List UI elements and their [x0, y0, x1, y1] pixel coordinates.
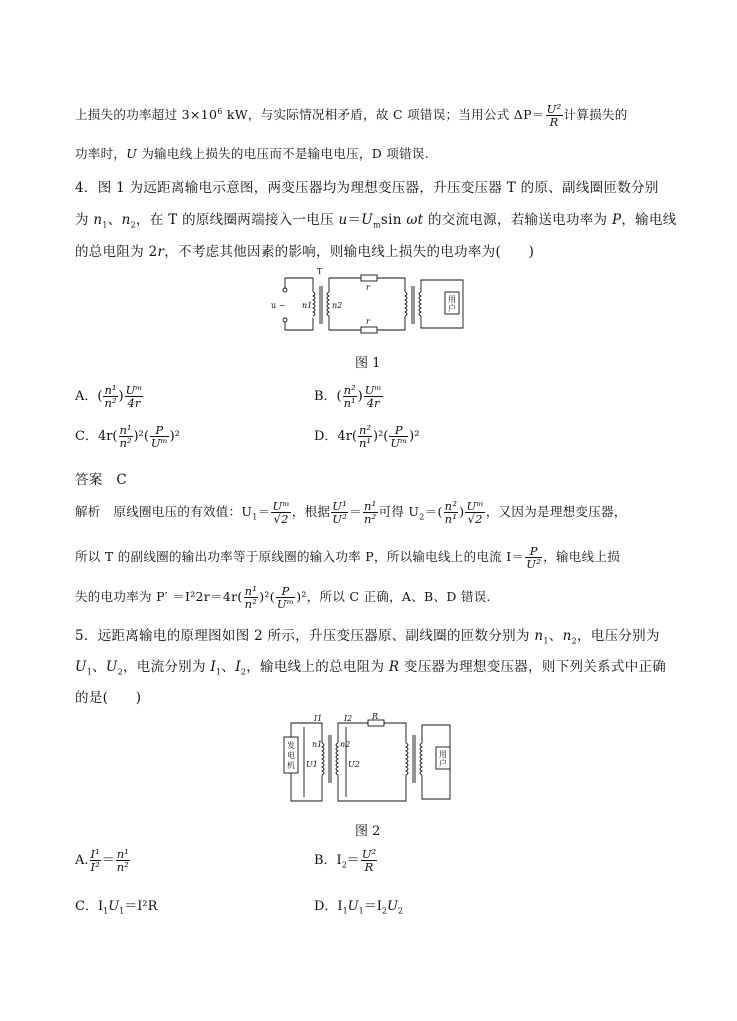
q5-option-c: C．$I_1U_1=I^2R$ — [75, 899, 158, 916]
q5-stem-line-3: 的是( ) — [75, 690, 142, 706]
n1-label: n1 — [302, 301, 313, 310]
r-bottom-label: r — [366, 317, 370, 326]
u1-label: U1 — [306, 760, 318, 769]
user-char-2: 户 — [439, 759, 447, 768]
q4-option-a: A．( $\frac{\text{n¹}}{\text{n²}}$ ) $\frac{\text{Uᵐ}}{4r}$ — [75, 383, 143, 411]
q4-answer: 答案 C — [75, 472, 128, 488]
q5-option-d: D．$I_1U_1=I_2U_2$ — [314, 899, 404, 916]
q4-option-d: D．4r( $\frac{\text{n²}}{\text{n¹}}$ )²( $\frac{P}{\text{Uᵐ}}$ )² — [314, 423, 420, 451]
user-label-2: 户 — [448, 304, 456, 313]
r-top-label: r — [366, 283, 370, 292]
n2-label-fig2: n2 — [340, 740, 351, 749]
q5-option-b: B．$I_2=$ $\frac{\text{U²}}{R}$ — [314, 847, 377, 875]
q5-stem-line-1: 5．远距离输电的原理图如图 2 所示，升压变压器原、副线圈的匝数分别为 $n_1$、$n_2$，电压分别为 — [75, 628, 660, 646]
u2-label: U2 — [348, 760, 360, 769]
q4-explanation-line-3: 失的电功率为 P′ ＝I²2r＝4r( $\frac{\text{n¹}}{\text{n²}}$ )²( $\frac{P}{\text{Uᵐ}}$ )²，所以 C 正确，A、B、D 错误. — [75, 584, 491, 612]
figure-1-circuit — [265, 268, 475, 338]
q5-stem-line-2: $U_1$、$U_2$，电流分别为 $I_1$、$I_2$，输电线上的总电阻为 R 变压器为理想变压器，则下列关系式中正确 — [75, 659, 667, 677]
q4-stem-line-3: 的总电阻为 2r，不考虑其他因素的影响，则输电线上损失的电功率为( ) — [75, 244, 535, 260]
continuation-line-1: 上损失的功率超过 $3\times 10^6$ kW，与实际情况相矛盾，故 C 项错误；当用公式 ΔP＝ $\frac{\text{U²}}{R}$ 计算损失的 — [75, 102, 628, 130]
r-label: R — [372, 713, 379, 721]
n1-label-fig2: n1 — [312, 740, 323, 749]
q5-option-a: A. $\frac{\text{I¹}}{\text{I²}}$ ＝ $\frac{\text{n¹}}{\text{n²}}$ — [75, 847, 129, 875]
q4-stem-line-1: 4．图 1 为远距离输电示意图，两变压器均为理想变压器，升压变压器 T 的原、副线圈匝数分别 — [75, 180, 659, 196]
q4-stem-line-2: 为 $n_1$、$n_2$，在 T 的原线圈两端接入一电压 $u=U_m\sin$ ωt 的交流电源，若输送电功率为 P，输电线 — [75, 212, 677, 230]
i1-label: I1 — [314, 714, 323, 723]
q4-explanation-line-2: 所以 T 的副线圈的输出功率等于原线圈的输入功率 P，所以输电线上的电流 I＝ $\frac{P}{\text{U²}}$ ，输电线上损 — [75, 544, 620, 572]
i2-label: I2 — [344, 714, 353, 723]
q4-option-b: B．( $\frac{\text{n²}}{\text{n¹}}$ ) $\frac{\text{Uᵐ}}{4r}$ — [314, 383, 382, 411]
user-char-1: 用 — [439, 750, 447, 759]
generator-char-1: 发 — [287, 741, 295, 750]
figure-2-circuit — [280, 713, 460, 805]
transformer-t-label: T — [317, 268, 323, 276]
figure-2-caption: 图 2 — [355, 824, 381, 839]
generator-char-3: 机 — [287, 761, 295, 770]
user-label-1: 用 — [448, 295, 456, 304]
figure-1-caption: 图 1 — [355, 356, 381, 371]
source-label: u ~ — [271, 301, 286, 310]
q4-explanation-line-1: 解析 原线圈电压的有效值：$U_1=$ $\frac{\text{Uᵐ}}{√2}$ ，根据 $\frac{\text{U¹}}{\text{U²}}$ ＝ $\frac{\text{n¹}}{\text{n²}}$ 可得 $U_2=$( $\frac{\text{n²}}{\text{n¹}}$ ) $\frac{\text{Uᵐ}}{√2}$ ，又因为是理想变压器， — [75, 499, 627, 527]
generator-char-2: 电 — [287, 751, 295, 760]
n2-label: n2 — [332, 301, 343, 310]
continuation-line-2: 功率时，U 为输电线上损失的电压而不是输电电压，D 项错误. — [75, 146, 429, 161]
q4-option-c: C．4r( $\frac{\text{n¹}}{\text{n²}}$ )²( $\frac{P}{\text{Uᵐ}}$ )² — [75, 423, 180, 451]
